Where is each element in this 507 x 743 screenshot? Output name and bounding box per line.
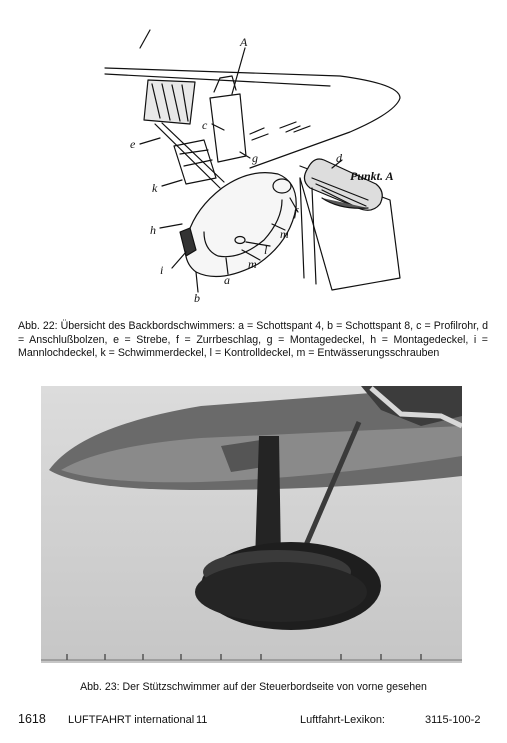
label-e: e bbox=[130, 137, 136, 151]
issue-number: 11 bbox=[196, 714, 208, 726]
figure-23-caption: Abb. 23: Der Stützschwimmer auf der Steuerbordseite von vorne gesehen bbox=[80, 681, 427, 693]
label-k: k bbox=[152, 181, 158, 195]
label-f: f bbox=[294, 205, 298, 219]
label-l: l bbox=[264, 243, 268, 257]
float-drawing-svg bbox=[100, 28, 410, 310]
float-technical-drawing bbox=[100, 28, 410, 310]
label-A: A bbox=[240, 35, 248, 49]
label-i: i bbox=[160, 263, 164, 277]
lexikon-label: Luftfahrt-Lexikon: bbox=[300, 714, 385, 726]
label-m-upper: m bbox=[280, 227, 289, 241]
magazine-title: LUFTFAHRT international bbox=[68, 714, 195, 726]
label-g: g bbox=[252, 151, 258, 165]
label-h: h bbox=[150, 223, 156, 237]
figure-22-caption: Abb. 22: Übersicht des Backbordschwimmers: a = Schottspant 4, b = Schottspant 8, c = Profilrohr, d = Anschlußbolzen, e = Strebe, f = Zurrbeschlag, g = Montagedeckel, h = Montagedeckel, i = Mannlochdeckel, k = Schwimmerdeckel, l = Kontrolldeckel, m = Entwässerungsschrauben bbox=[18, 320, 488, 360]
lexikon-code: 3115-100-2 bbox=[425, 714, 481, 726]
float-photo-svg bbox=[41, 386, 462, 663]
label-b: b bbox=[194, 291, 200, 305]
label-d: d bbox=[336, 151, 342, 165]
label-a: a bbox=[224, 273, 230, 287]
label-m-lower: m bbox=[248, 257, 257, 271]
label-c: c bbox=[202, 118, 208, 132]
float-photograph bbox=[41, 386, 462, 663]
label-punkt-a: Punkt. A bbox=[350, 169, 394, 183]
page-number: 1618 bbox=[18, 712, 46, 726]
